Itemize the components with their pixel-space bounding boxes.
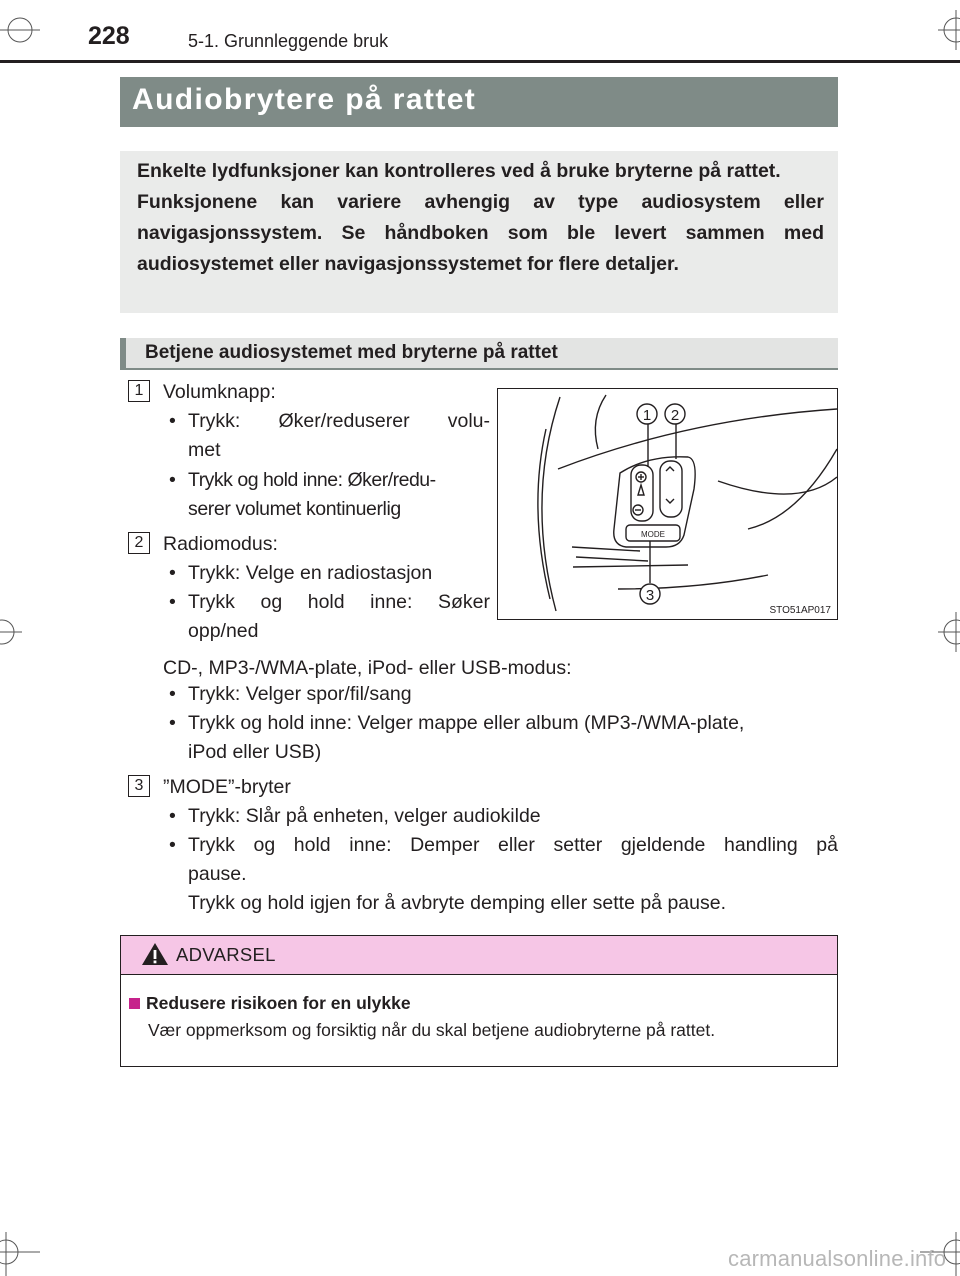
intro-line-1: Enkelte lydfunksjoner kan kontrolleres ved å bruke bryterne på rattet. [137,160,781,182]
chapter-title: 5-1. Grunnleggende bruk [188,31,389,51]
warning-subtitle [129,993,411,1014]
warning-header [121,936,837,975]
crop-mark-bottom-left [0,1232,40,1276]
bullet-item [163,588,490,646]
subheading: Betjene audiosystemet med bryterne på rattet [120,338,838,370]
bullet-line: Trykk: Velge en radiostasjon [188,562,433,584]
intro-box [120,151,838,313]
item-title-volume: Volumknapp: [163,381,276,403]
warning-label: ADVARSEL [176,944,276,965]
crop-mark-mid-left [0,612,22,652]
page-number: 228 [88,22,130,50]
item-title-radio: Radiomodus: [163,533,278,555]
bullet-item [163,466,490,524]
bullet-line: Trykk og hold igjen for å avbryte demping eller sette på pause. [188,892,726,914]
bullet-line: Trykk og hold inne: Demper eller setter gjeldende handling på [188,834,838,856]
watermark: carmanualsonline.info [728,1246,947,1271]
bullet-line: pause. [188,863,247,885]
bullet-dot: • [169,591,176,613]
header-rule [0,60,960,63]
warning-subtitle-text: Redusere risikoen for en ulykke [146,993,411,1013]
crop-mark-mid-right [938,612,960,652]
figure-mode-label: MODE [641,530,665,539]
bullet-line: met [188,439,221,461]
bullet-line: serer volumet kontinuerlig [188,498,401,520]
warning-triangle-icon [141,941,169,972]
bullet-item [163,831,838,918]
bullet-line: Trykk og hold inne: Velger mappe eller album (MP3-/WMA-plate, [188,712,745,734]
steering-wheel-figure [497,388,838,620]
figure-callout-3: 3 [645,587,655,604]
bullet-line: Trykk: Øker/reduserer volu- [188,410,490,432]
section-title: Audiobrytere på rattet [120,77,838,127]
square-bullet-icon [129,998,140,1009]
bullet-dot: • [169,562,176,584]
bullet-dot: • [169,410,176,432]
warning-box [120,935,838,1067]
bullet-item [163,709,838,767]
bullet-dot: • [169,834,176,856]
bullet-line: Trykk og hold inne: Søker [188,591,490,613]
bullet-item [163,407,490,465]
figure-callout-1: 1 [642,407,652,424]
intro-line-2: Funksjonene kan variere avhengig av type audiosystem eller navigasjonssystem. Se håndboken som ble levert sammen med audiosystemet eller navigasjonssystemet for flere detaljer. [137,191,824,275]
page-header [0,0,960,70]
bullet-line: Trykk og hold inne: Øker/redu- [188,469,436,491]
bullet-line: iPod eller USB) [188,741,322,763]
item-subtitle-media: CD-, MP3-/WMA-plate, iPod- eller USB-modus: [163,657,572,679]
bullet-item [163,680,838,709]
figure-callout-2: 2 [670,407,680,424]
bullet-dot: • [169,805,176,827]
bullet-item [163,559,490,588]
steering-wheel-illustration [498,389,837,619]
bullet-dot: • [169,683,176,705]
bullet-line: Trykk: Slår på enheten, velger audiokilde [188,805,541,827]
warning-text: Vær oppmerksom og forsiktig når du skal betjene audiobryterne på rattet. [148,1020,716,1040]
figure-caption: STO51AP017 [769,605,831,616]
bullet-dot: • [169,469,176,491]
bullet-line: Trykk: Velger spor/fil/sang [188,683,412,705]
bullet-dot: • [169,712,176,734]
item-title-mode: ”MODE”-bryter [163,776,291,798]
item-number-2: 2 [128,532,150,554]
item-number-3: 3 [128,775,150,797]
bullet-line: opp/ned [188,620,259,642]
bullet-item [163,802,838,831]
item-number-1: 1 [128,380,150,402]
